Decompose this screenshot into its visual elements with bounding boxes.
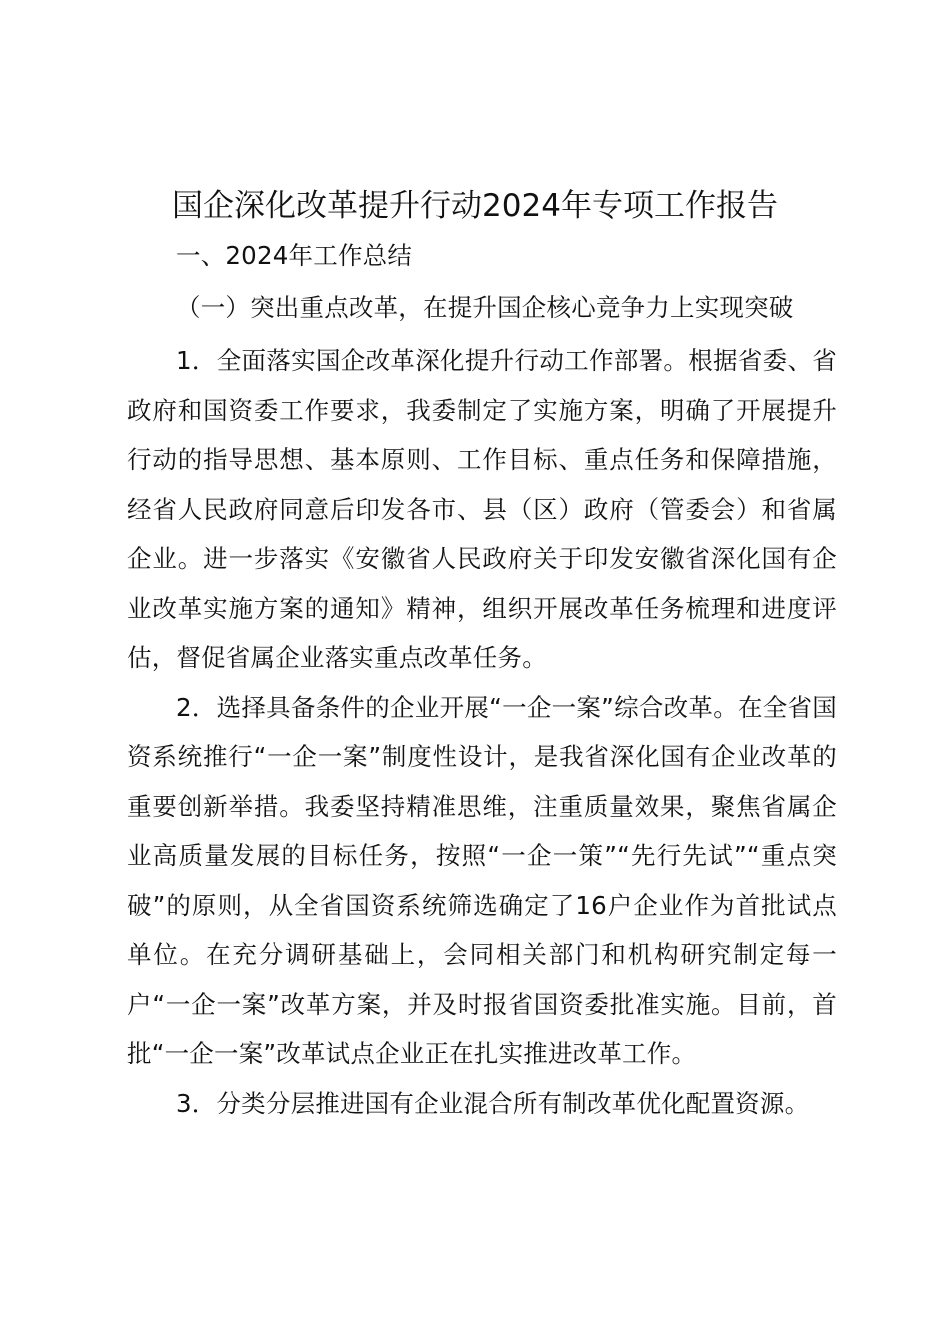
document-title: 国企深化改革提升行动2024年专项工作报告 (172, 188, 778, 224)
subsection-heading: （一）突出重点改革，在提升国企核心竞争力上实现突破 (176, 293, 794, 322)
paragraph-2: 2．选择具备条件的企业开展“一企一案”综合改革。在全省国资系统推行“一企一案”制度性设计，是我省深化国有企业改革的重要创新举措。我委坚持精准思维，注重质量效果，聚焦省属企业高质量发展的目标任务，按照“一企一策”“先行先试”“重点突破”的原则，从全省国资系统筛选确定了16户企业作为首批试点单位。在充分调研基础上，会同相关部门和机构研究制定每一户“一企一案”改革方案，并及时报省国资委批准实施。目前，首批“一企一案”改革试点企业正在扎实推进改革工作。 (127, 692, 837, 1068)
section-heading: 一、2024年工作总结 (176, 241, 413, 270)
document-body (127, 232, 837, 1128)
paragraph-1: 1．全面落实国企改革深化提升行动工作部署。根据省委、省政府和国资委工作要求，我委制定了实施方案，明确了开展提升行动的指导思想、基本原则、工作目标、重点任务和保障措施，经省人民政府同意后印发各市、县（区）政府（管委会）和省属企业。进一步落实《安徽省人民政府关于印发安徽省深化国有企业改革实施方案的通知》精神，组织开展改革任务梳理和进度评估，督促省属企业落实重点改革任务。 (127, 346, 837, 672)
paragraph-3: 3．分类分层推进国有企业混合所有制改革优化配置资源。 (176, 1088, 810, 1118)
